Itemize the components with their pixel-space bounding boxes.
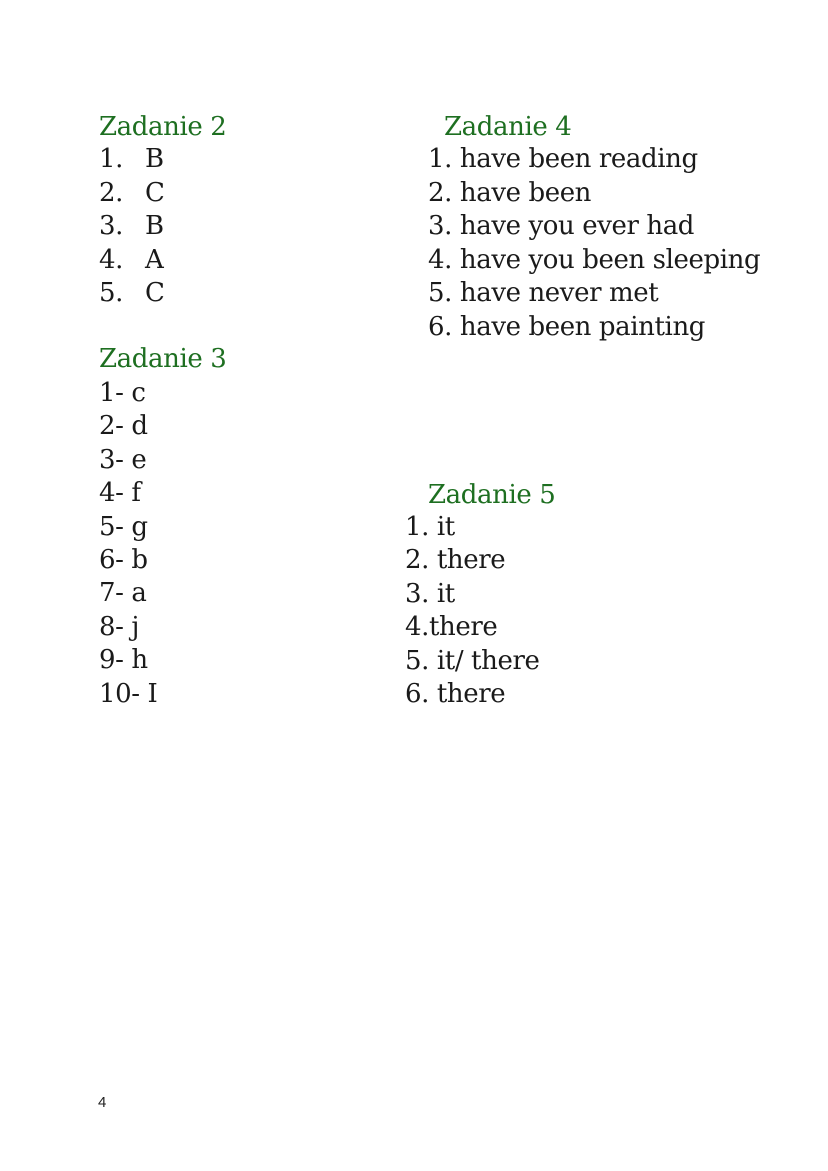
answer-item: 1. it [405,512,455,542]
answer-item: 4- f [99,478,141,509]
answer-item: 5. have never met [428,278,659,308]
answer-number: 4. [99,244,124,275]
zadanie-5-answer-list [405,514,539,714]
answer-item: 2. there [405,545,506,576]
answer-item: 9- h [99,645,148,676]
zadanie-4-answer-list [428,146,760,347]
zadanie-2-answer-list [99,146,165,314]
answer-item: 1- c [99,378,146,408]
answer-item: 2. have been [428,177,592,208]
answer-item [99,244,165,281]
answer-item [99,213,165,247]
answer-item: 5. it/ there [405,645,540,676]
zadanie-4-heading: Zadanie 4 [444,112,572,142]
answer-value: A [145,244,164,275]
answer-item: 3. it [405,578,455,609]
answer-item: 4.there [405,612,498,643]
answer-item: 2- d [99,411,148,442]
answer-item: 5- g [99,511,148,542]
answer-number: 3. [99,211,124,241]
answer-item: 6. have been painting [428,311,706,342]
answer-item [99,146,165,180]
answer-item: 8- j [99,611,140,642]
zadanie-3-heading: Zadanie 3 [99,344,227,374]
zadanie-5-heading: Zadanie 5 [428,480,556,510]
answer-value: C [145,278,165,308]
zadanie-2-heading: Zadanie 2 [99,112,227,142]
answer-item: 1. have been reading [428,144,698,174]
answer-value: B [145,211,164,241]
page-number: 4 [98,1094,107,1111]
answer-number: 5. [99,278,124,308]
answer-item [99,177,165,214]
zadanie-3-answer-list [99,380,157,714]
answer-number: 1. [99,144,124,174]
answer-item: 4. have you been sleeping [428,244,761,275]
answer-value: B [145,144,164,174]
answer-item: 6- b [99,544,148,575]
answer-item: 6. there [405,678,506,709]
answer-item [99,280,165,314]
answer-item: 10- I [99,678,158,709]
answer-item: 3. have you ever had [428,211,695,241]
answer-value: C [145,177,165,208]
answer-item: 7- a [99,578,147,609]
answer-item: 3- e [99,444,147,475]
answer-number: 2. [99,177,124,208]
